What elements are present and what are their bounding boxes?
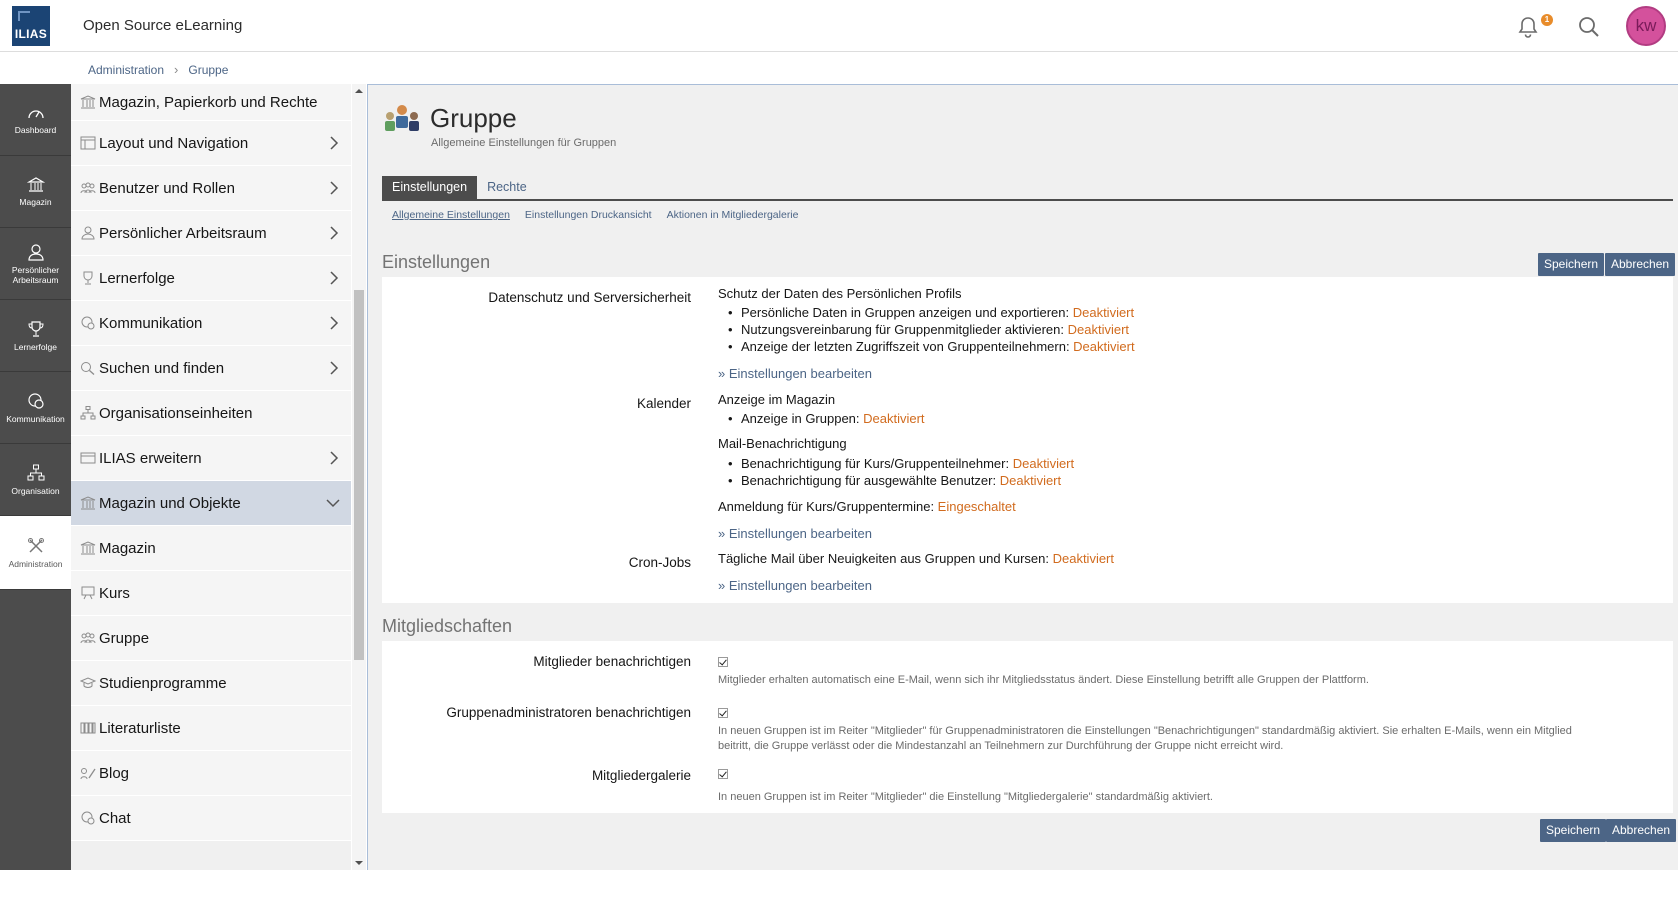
slate-item-label: Suchen und finden: [99, 359, 225, 377]
slate-item-chat[interactable]: [71, 796, 351, 841]
section-title-einstellungen: Einstellungen: [382, 252, 491, 272]
person-icon: [27, 243, 45, 261]
privacy-item: [741, 339, 1135, 354]
trophy-icon: [27, 320, 45, 338]
group-icon: [382, 104, 422, 132]
notify-members-help: Mitglieder erhalten automatisch eine E-Mail, wenn sich ihr Mitgliedsstatus ändert. Diese Einstellung betrifft alle Gruppen der Plattform.: [718, 674, 1369, 686]
privacy-item-text: Persönliche Daten in Gruppen anzeigen und exportieren:: [741, 305, 1073, 320]
calendar-heading: Anzeige im Magazin: [718, 392, 836, 407]
slate-item-label: Magazin, Papierkorb und Rechte: [99, 93, 318, 111]
org-icon: [27, 464, 45, 482]
slate-item-label: Organisationseinheiten: [99, 404, 253, 422]
chevron-right-icon: [329, 225, 339, 241]
subtab-allgemeine-einstellungen[interactable]: Allgemeine Einstellungen: [392, 209, 510, 221]
slate-item-label: Gruppe: [99, 629, 150, 647]
avatar-initials: kw: [1635, 16, 1657, 35]
mainbar-administration[interactable]: [0, 516, 71, 590]
mainbar-personal-workspace[interactable]: [0, 228, 71, 300]
mainbar-administration-label: Administration: [8, 558, 63, 569]
notify-members-label: Mitglieder benachrichtigen: [533, 654, 691, 669]
slate-item-literaturliste[interactable]: [71, 706, 351, 751]
chat-icon: [71, 316, 99, 330]
privacy-item-value: Deaktiviert: [1067, 322, 1130, 337]
mail-item: [741, 456, 1074, 471]
mail-item-value: Deaktiviert: [1012, 456, 1075, 471]
repository-icon: [71, 541, 99, 555]
page-title: Gruppe: [430, 103, 517, 133]
notification-bell-icon[interactable]: [1513, 12, 1543, 42]
slate-item-kommunikation[interactable]: [71, 301, 351, 346]
cancel-button-top[interactable]: Abbrechen: [1605, 253, 1675, 276]
header: [0, 0, 1678, 52]
mail-item-text: Benachrichtigung für ausgewählte Benutzer:: [741, 473, 1000, 488]
slate-item-blog[interactable]: [71, 751, 351, 796]
trophy-icon: [71, 271, 99, 285]
search-icon: [71, 361, 99, 375]
privacy-item: [741, 322, 1129, 337]
calendar-item-text: Anzeige in Gruppen:: [741, 411, 864, 426]
cron-value: Deaktiviert: [1052, 551, 1115, 566]
mainbar-magazin-label: Magazin: [19, 196, 52, 207]
privacy-item-text: Nutzungsvereinbarung für Gruppenmitglieder aktivieren:: [741, 322, 1068, 337]
breadcrumb-separator-icon: ›: [174, 62, 179, 77]
cancel-button-bottom[interactable]: Abbrechen: [1606, 819, 1676, 842]
slate-item-magazin-papierkorb[interactable]: [71, 84, 351, 121]
person-icon: [71, 226, 99, 240]
slate-item-ilias-erweitern[interactable]: [71, 436, 351, 481]
notification-badge: 1: [1541, 14, 1553, 26]
gallery-help: In neuen Gruppen ist im Reiter "Mitglieder" die Einstellung "Mitgliedergalerie" standardmäßig aktiviert.: [718, 791, 1213, 803]
slate-item-benutzer[interactable]: [71, 166, 351, 211]
mainbar-lernerfolge[interactable]: [0, 300, 71, 372]
slate-item-label: Chat: [99, 809, 131, 827]
tab-rechte[interactable]: Rechte: [487, 180, 527, 194]
layout-icon: [71, 136, 99, 150]
chevron-right-icon: [329, 450, 339, 466]
privacy-item-value: Deaktiviert: [1072, 305, 1135, 320]
cron-text: Tägliche Mail über Neuigkeiten aus Gruppen und Kursen:: [718, 551, 1053, 566]
group-icon: [71, 631, 99, 645]
slate-item-label: Benutzer und Rollen: [99, 179, 235, 197]
calendar-label: Kalender: [636, 396, 691, 411]
mainbar-organisation[interactable]: [0, 444, 71, 516]
breadcrumb: [88, 62, 228, 77]
chat-icon: [27, 392, 45, 410]
privacy-heading: Schutz der Daten des Persönlichen Profils: [718, 286, 962, 301]
chevron-right-icon: [329, 315, 339, 331]
scroll-up-icon[interactable]: [352, 86, 366, 96]
notify-admins-help-line-1: In neuen Gruppen ist im Reiter "Mitglieder" für Gruppenadministratoren die Einstellungen "Benachrichtigungen" standardmäßig aktiviert. Sie erhalten E-Mails, wenn ein Mitglied: [718, 725, 1572, 737]
administration-slate: [71, 84, 351, 870]
breadcrumb-administration[interactable]: Administration: [88, 62, 165, 77]
slate-scrollbar-thumb[interactable]: [354, 290, 364, 660]
slate-item-organisationseinheiten[interactable]: [71, 391, 351, 436]
mail-item-text: Benachrichtigung für Kurs/Gruppenteilnehmer:: [741, 456, 1013, 471]
mainbar-personal-label: Persönlicher Arbeitsraum: [11, 264, 60, 285]
users-icon: [71, 181, 99, 195]
notify-admins-checkbox[interactable]: [718, 708, 728, 718]
slate-item-layout[interactable]: [71, 121, 351, 166]
slate-item-gruppe[interactable]: [71, 616, 351, 661]
tab-einstellungen[interactable]: Einstellungen: [382, 176, 477, 199]
slate-item-kurs[interactable]: [71, 571, 351, 616]
slate-item-lernerfolge[interactable]: [71, 256, 351, 301]
page-description: Allgemeine Einstellungen für Gruppen: [431, 137, 617, 149]
subtab-einstellungen-druckansicht[interactable]: Einstellungen Druckansicht: [524, 209, 652, 221]
save-button-top[interactable]: Speichern: [1538, 253, 1604, 276]
slate-item-label: Persönlicher Arbeitsraum: [99, 224, 267, 242]
registration-value: Eingeschaltet: [937, 499, 1016, 514]
privacy-item-value: Deaktiviert: [1073, 339, 1135, 354]
privacy-item-text: Anzeige der letzten Zugriffszeit von Gruppenteilnehmern:: [741, 339, 1074, 354]
cron-setting: [718, 551, 1114, 566]
ilias-logo[interactable]: [12, 6, 50, 46]
slate-item-label: Studienprogramme: [99, 674, 227, 692]
registration-setting: [718, 499, 1016, 514]
subtab-aktionen-mitgliedergalerie[interactable]: Aktionen in Mitgliedergalerie: [666, 209, 799, 221]
edit-privacy-link[interactable]: » Einstellungen bearbeiten: [718, 366, 872, 381]
org-icon: [71, 406, 99, 420]
section-title-mitgliedschaften: Mitgliedschaften: [382, 616, 513, 636]
slate-item-magazin[interactable]: [71, 526, 351, 571]
privacy-label: Datenschutz und Serversicherheit: [488, 290, 691, 305]
tools-icon: [27, 537, 45, 555]
chevron-down-icon: [325, 498, 341, 510]
slate-item-label: Literaturliste: [99, 719, 181, 737]
gallery-checkbox[interactable]: [718, 769, 728, 779]
site-title: Open Source eLearning: [83, 17, 243, 34]
repository-icon: [71, 95, 99, 109]
slate-item-label: Lernerfolge: [99, 269, 175, 287]
edit-cron-link[interactable]: » Einstellungen bearbeiten: [718, 578, 872, 593]
mainbar-magazin[interactable]: [0, 156, 71, 228]
cron-label: Cron-Jobs: [628, 555, 691, 570]
blog-icon: [71, 766, 99, 780]
slate-item-label: Magazin und Objekte: [99, 494, 241, 512]
slate-item-label: ILIAS erweitern: [99, 449, 202, 467]
privacy-item: [741, 305, 1134, 320]
slate-item-label: Magazin: [99, 539, 156, 557]
repository-icon: [27, 177, 45, 193]
slate-item-label: Blog: [99, 764, 130, 782]
chevron-right-icon: [329, 135, 339, 151]
save-button-bottom[interactable]: Speichern: [1540, 819, 1606, 842]
mainbar-kommunikation-label: Kommunikation: [6, 413, 65, 424]
registration-text: Anmeldung für Kurs/Gruppentermine:: [718, 499, 938, 514]
slate-item-label: Layout und Navigation: [99, 134, 249, 152]
mainbar-dashboard-label: Dashboard: [14, 124, 57, 135]
mainbar-kommunikation[interactable]: [0, 372, 71, 444]
repository-icon: [71, 496, 99, 510]
gallery-label: Mitgliedergalerie: [591, 768, 691, 783]
plugin-icon: [71, 451, 99, 465]
subtab-bar: [392, 209, 798, 221]
calendar-item: [741, 411, 925, 426]
edit-calendar-link[interactable]: » Einstellungen bearbeiten: [718, 526, 872, 541]
slate-item-personal[interactable]: [71, 211, 351, 256]
mail-heading: Mail-Benachrichtigung: [718, 436, 847, 451]
main-bar: [0, 84, 71, 870]
logo-text: ILIAS: [14, 27, 48, 41]
user-avatar[interactable]: [1626, 6, 1666, 46]
search-icon[interactable]: [1574, 12, 1604, 42]
books-icon: [71, 721, 99, 735]
notify-admins-help-line-2: beitritt, die Gruppe verlässt oder die Mindestanzahl an Teilnehmern zur Durchführung der Gruppe nicht erreicht wird.: [718, 740, 1284, 752]
chevron-right-icon: [329, 360, 339, 376]
mail-item-value: Deaktiviert: [999, 473, 1062, 488]
slate-item-label: Kommunikation: [99, 314, 203, 332]
chevron-right-icon: [329, 180, 339, 196]
chat-icon: [71, 811, 99, 825]
slate-item-studienprogramme[interactable]: [71, 661, 351, 706]
slate-item-magazin-und-objekte[interactable]: [71, 481, 351, 526]
slate-item-suchen[interactable]: [71, 346, 351, 391]
mainbar-dashboard[interactable]: [0, 84, 71, 156]
breadcrumb-gruppe[interactable]: Gruppe: [188, 62, 229, 77]
slate-item-label: Kurs: [99, 584, 130, 602]
course-icon: [71, 586, 99, 600]
mail-item: [741, 473, 1061, 488]
dashboard-icon: [27, 105, 45, 121]
mainbar-lernerfolge-label: Lernerfolge: [13, 341, 57, 352]
graduation-cap-icon: [71, 676, 99, 690]
notify-members-checkbox[interactable]: [718, 657, 728, 667]
notify-admins-label: Gruppenadministratoren benachrichtigen: [446, 705, 691, 720]
mainbar-organisation-label: Organisation: [11, 485, 60, 496]
chevron-right-icon: [329, 270, 339, 286]
scroll-down-icon[interactable]: [352, 858, 366, 868]
calendar-item-value: Deaktiviert: [863, 411, 925, 426]
tab-bar: [382, 176, 1673, 201]
